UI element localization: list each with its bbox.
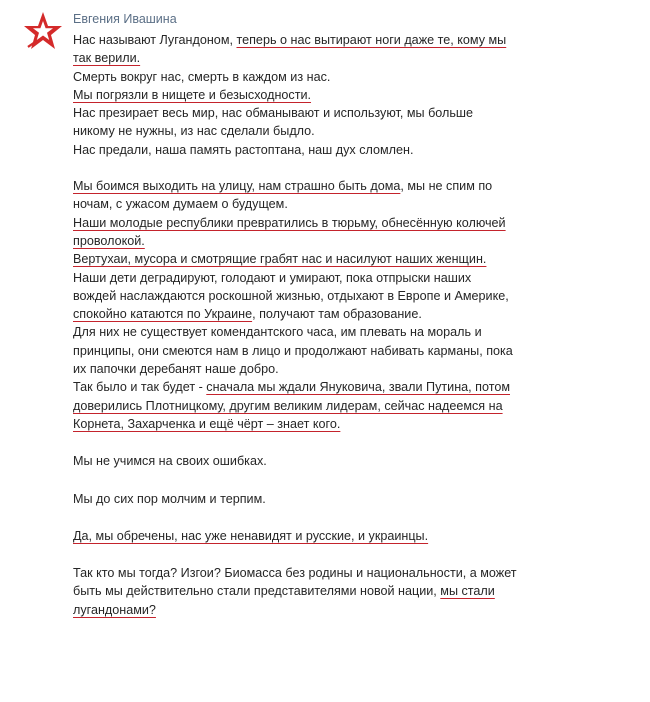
underlined-text: спокойно катаются по Украине [73, 307, 253, 322]
text-segment: принципы, они смеются нам в лицо и продолжают набивать карманы, пока [73, 343, 513, 358]
underlined-text: мы стали [440, 584, 495, 599]
text-segment: никому не нужны, из нас сделали быдло. [73, 124, 315, 139]
text-line [73, 86, 633, 104]
text-line [73, 452, 633, 470]
text-line [73, 323, 633, 341]
text-segment: , мы не спим по [400, 179, 493, 194]
underlined-text: Корнета, Захарченка и ещё чёрт – знает кого. [73, 416, 341, 431]
text-segment: Для них не существует комендантского часа, им плевать на мораль и [73, 325, 482, 340]
text-line [73, 122, 633, 140]
text-line [73, 104, 633, 122]
text-line [73, 31, 633, 49]
red-star-logo-icon[interactable] [22, 10, 62, 54]
underlined-text: Да, мы обречены, нас уже ненавидят и русские, и украинцы. [73, 528, 429, 543]
underlined-text: сначала мы ждали Януковича, звали Путина, потом [206, 380, 510, 395]
text-segment: , получают там образование. [252, 307, 422, 322]
paragraph-gap [73, 471, 633, 490]
text-segment: быть мы действительно стали представителями новой нации, [73, 584, 441, 599]
text-segment: ночам, с ужасом думаем о будущем. [73, 197, 288, 212]
underlined-text: Наши молодые республики превратились в тюрьму, обнесённую колючей [73, 215, 506, 230]
text-line [73, 214, 633, 232]
text-segment: Наши дети деградируют, голодают и умирают, пока отпрыски наших [73, 270, 472, 285]
text-line [73, 415, 633, 433]
text-line [73, 305, 633, 323]
text-line [73, 250, 633, 268]
text-line [73, 564, 633, 582]
text-line [73, 601, 633, 619]
paragraph-gap [73, 433, 633, 452]
text-line [73, 527, 633, 545]
text-line [73, 232, 633, 250]
text-line [73, 360, 633, 378]
text-segment: их папочки деребанят наше добро. [73, 362, 279, 377]
text-segment: Нас называют Лугандоном, [73, 33, 237, 47]
text-segment: Мы не учимся на своих ошибках. [73, 454, 267, 469]
text-line [73, 177, 633, 195]
text-segment: Нас презирает весь мир, нас обманывают и используют, мы больше [73, 106, 474, 121]
text-line [73, 378, 633, 396]
text-segment: Мы до сих пор молчим и терпим. [73, 491, 266, 506]
text-line [73, 269, 633, 287]
underlined-text: теперь о нас вытирают ноги даже те, кому мы [236, 33, 507, 47]
text-line [73, 582, 633, 600]
text-line [73, 68, 633, 86]
author-name[interactable]: Евгения Ивашина [73, 12, 177, 26]
text-line [73, 195, 633, 213]
underlined-text: проволокой. [73, 233, 145, 248]
underlined-text: Мы боимся выходить на улицу, нам страшно быть дома [73, 179, 401, 194]
underlined-text: Вертухаи, мусора и смотрящие грабят нас и насилуют наших женщин. [73, 252, 487, 267]
underlined-text: доверились Плотницкому, другим великим лидерам, сейчас надеемся на [73, 398, 503, 413]
text-segment: Смерть вокруг нас, смерть в каждом из нас. [73, 69, 331, 84]
paragraph-gap [73, 545, 633, 564]
post-text [73, 31, 633, 619]
text-segment: Так кто мы тогда? Изгои? Биомасса без родины и национальности, а может [73, 566, 517, 581]
text-line [73, 397, 633, 415]
paragraph-gap [73, 508, 633, 527]
text-line [73, 490, 633, 508]
underlined-text: Мы погрязли в нищете и безысходности. [73, 87, 312, 102]
underlined-text: лугандонами? [73, 602, 156, 617]
text-line [73, 141, 633, 159]
paragraph-gap [73, 159, 633, 177]
text-segment: вождей наслаждаются роскошной жизнью, отдыхают в Европе и Америке, [73, 288, 509, 303]
text-segment: Так было и так будет - [73, 380, 207, 395]
text-segment: Нас предали, наша память растоптана, наш дух сломлен. [73, 142, 414, 157]
text-line [73, 49, 633, 67]
text-line [73, 342, 633, 360]
underlined-text: так верили. [73, 51, 141, 66]
text-line [73, 287, 633, 305]
